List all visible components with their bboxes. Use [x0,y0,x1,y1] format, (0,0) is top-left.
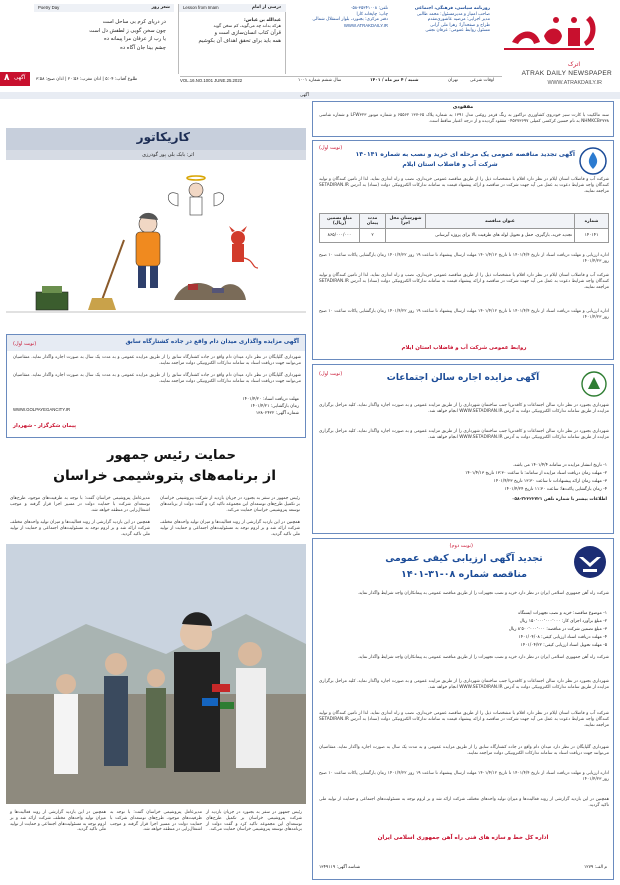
cartoon-panel [6,128,306,328]
cartoon-illustration [6,160,306,328]
section-tag: آگهی [0,92,620,99]
lesson-line: قرآن کتاب انسان‌سازی است و [214,30,281,37]
contact-box [290,6,388,28]
news-col-right-2: همچنین در این بازدید گزارشی از روند فعالیت‌ها و میزان تولید واحدهای مختلف شرکت ارائه شد و بر لزوم توجه به مسئولیت‌های اجتماعی و حمایت از تولید ملی تاکید گردید. [160,520,300,537]
table-cell: ۲ [360,229,386,243]
masthead [0,0,620,90]
auction-hall-body: شهرداری بجنورد در نظر دارد سالن اجتماعات و کافه‌تریا جنب ساختمان شهرداری را از طریق مزایده عمومی و به صورت اجاره واگذار نماید. کلیه مراحل برگزاری مزایده از طریق سامانه تدارکات الکترونیکی دولت به آدرس WWW.SETADIRAN.IR انجام خواهد شد. [319,403,609,414]
auction-mine-body: شهرداری گلپایگان در نظر دارد میدان دام واقع در جاده کشتارگاه سابق را از طریق مزایده عمومی و به مدت یک سال به صورت اجاره واگذار نماید. متقاضیان می‌توانند جهت دریافت اسناد به سامانه تدارکات الکترونیکی دولت مراجعه نمایند. [13,355,301,366]
tender1-subtitle: شرکت آب و فاضلاب استان ایلام [402,161,498,168]
tender1-badge: (نوبت اول) [319,145,343,151]
poetry-label: شعر روز [151,5,170,10]
tender1-body-extra2: اداره ارزیابی و مهلت دریافت اسناد از تاریخ ۱۴۰۱/۴/۴ تا تاریخ ۱۴۰۱/۴/۱۲ مهلت ارسال پیشنهاد تا ساعت ۱۹ روز ۱۴۰۱/۴/۲۲ زمان بازگشایی پاکات ساعت ۱۰ صبح روز ۱۴۰۱/۴/۲۳ [319,309,609,320]
news-bottom-text: همچنین در این بازدید گزارشی از روند فعالیت‌ها و میزان تولید واحدهای مختلف شرکت ارائه شد و بر لزوم توجه به مسئولیت‌های اجتماعی و حمایت از تولید ملی تاکید گردید. [10,810,106,833]
auction-hall-box [312,364,614,534]
news-headline: از برنامه‌های پتروشیمی خراسان [53,468,276,484]
poetry-line: چون سخن گویی ز لطفش دل است [89,27,166,34]
staff-line: مدیر اجرایی: مرضیه عاشوری‌مقدم [427,17,490,23]
poetry-line: یا رب از عرفان مرا پیمانه ده [103,36,166,42]
tender1-body-extra: شرکت آب و فاضلاب استان ایلام در نظر دارد اقلام با مشخصات ذیل را از طریق مناقصه عمومی خریداری، نصب و راه اندازی نماید. لذا از تامین کنندگان و تولید کنندگان واجد شرایط دعوت به عمل می آید جهت شرکت در مناقصه و ارائه پیشنهاد قیمت به سامانه تدارکات الکترونیکی دولت (ستاد) به آدرس SETADIRAN.IR مراجعه نمایند. [319,273,609,290]
auction-mine-box [6,334,306,438]
seek-label: عبدالله بن عباس: [243,18,281,23]
seek-text: هرکه بداند چه می‌گوید، کم سخن گوید [213,23,281,29]
tender1-table [319,213,609,243]
staff-box [390,6,490,34]
tender2-item: ۲- مبلغ برآورد اجرای کار: ۱۵۰٬۰۰۰٬۰۰۰٬۰۰۰ ریال [519,619,607,624]
staff-line: روزنامه سیاسی، فرهنگی، اجتماعی [414,6,490,11]
logo-text: اترک [567,61,580,68]
tender2-ref: شناسه آگهی: ۱۳۴۹۱۱۹ [319,865,361,870]
contact-line: دفتر مرکزی: بجنورد، بلوار استقلال شمالی [312,17,388,23]
issue-info: سال ششم شماره ۱۰۰۱ [298,78,342,83]
vol-info: VOL.16.NO.1001 JUNE.25.2022 [180,78,243,83]
staff-line: صاحب امتیاز و مدیرمسئول: محمد طالبی [416,11,490,17]
auction-hall-body2: شهرداری بجنورد در نظر دارد سالن اجتماعات و کافه‌تریا جنب ساختمان شهرداری را از طریق مزایده عمومی و به صورت اجاره واگذار نماید. کلیه مراحل برگزاری مزایده از طریق سامانه تدارکات الکترونیکی دولت به آدرس WWW.SETADIRAN.IR انجام خواهد شد. [319,429,609,440]
municipality-logo-icon [581,371,607,397]
table-header: شماره [575,214,609,229]
poetry-line: در دریای کرم بی ساحل است [102,19,166,25]
prayer-label: اوقات شرعی [470,78,495,83]
news-col-left: مدیرعامل پتروشیمی خراسان گفت: با توجه به ظرفیت‌های موجود، طرح‌های توسعه‌ای شرکت با حمایت دولت در مسیر اجرا قرار گرفته و موجب اشتغال‌زایی در منطقه خواهد شد. [10,496,150,513]
railway-logo-icon [573,545,607,579]
tender2-number: مناقصه شماره ۰۸-۳۱-۱۴۰۱ [401,569,527,580]
tender2-body-3: شرکت آب و فاضلاب استان ایلام در نظر دارد اقلام با مشخصات ذیل را از طریق مناقصه عمومی خریداری، نصب و راه اندازی نماید. لذا از تامین کنندگان و تولید کنندگان واجد شرایط دعوت به عمل می آید جهت شرکت در مناقصه و ارائه پیشنهاد قیمت به سامانه تدارکات الکترونیکی دولت (ستاد) به آدرس SETADIRAN.IR مراجعه نمایند. [319,711,609,728]
cartoon-author: اثر: بابک بلی پور گودرزی [142,152,194,158]
atrak-logo-icon [494,6,606,68]
site-url[interactable]: WWW.ATRAKDAILY.IR [547,80,602,86]
tender1-body: اداره ارزیابی و مهلت دریافت اسناد از تاریخ ۱۴۰۱/۴/۴ تا تاریخ ۱۴۰۱/۴/۱۲ مهلت ارسال پیشنهاد تا ساعت ۱۹ روز ۱۴۰۱/۴/۲۲ زمان بازگشایی پاکات ساعت ۱۰ صبح روز ۱۴۰۱/۴/۲۳ [319,253,609,264]
table-cell: ۱۴۰۱۴۱ [575,229,609,243]
auction-mine-date: شماره آگهی: ۱۳۸۰۲۴۲۲ [255,411,299,416]
mafghoodi-title: مفقودی [452,104,474,110]
table-cell: ۸۶۵/۰۰۰/۰۰۰ [320,229,360,243]
news-photo [6,544,306,804]
auction-hall-item: ۳- مهلت زمان ارائه پیشنهادات تا ساعت ۱۳:۳۰ تاریخ ۱۴۰۱/۴/۲۳ [493,479,607,484]
auction-hall-badge: (نوبت اول) [319,371,343,377]
tender1-box [312,140,614,360]
lesson-line: همه باید برای تحقق اهداف آن بکوشیم [198,38,281,45]
date-info: شنبه / ۴ تیر ماه / ۱۴۰۱ [370,78,419,83]
news-bottom-text-3: رئیس جمهور در سفر به بجنورد در جریان بازدید از شرکت پتروشیمی خراسان بر تکمیل طرح‌های توسعه‌ای این مجموعه تاکید کرد و گفت دولت از برنامه‌های توسعه پتروشیمی خراسان حمایت می‌کند. [206,810,302,833]
tender2-body-5: اداره ارزیابی و مهلت دریافت اسناد از تاریخ ۱۴۰۱/۴/۴ تا تاریخ ۱۴۰۱/۴/۱۲ مهلت ارسال پیشنهاد تا ساعت ۱۹ روز ۱۴۰۱/۴/۲۲ زمان بازگشایی پاکات ساعت ۱۰ صبح روز ۱۴۰۱/۴/۲۳ [319,771,609,782]
news-article [6,444,306,880]
news-kicker: حمایت رئیس جمهور [106,448,236,463]
auction-hall-item: ۲- مهلت زمان دریافت اسناد مزایده از سامانه: تا ساعت ۱۳:۳۰ تاریخ ۱۴۰۱/۴/۱۳ [465,471,607,476]
poetry-en: Poetry Day [38,5,60,10]
auction-hall-item: ۴- زمان بازگشایی پاکت‌ها: ساعت ۱۱:۳۰ تاریخ ۱۴۰۱/۴/۲۴ [504,487,607,492]
tender2-body-6: همچنین در این بازدید گزارشی از روند فعالیت‌ها و میزان تولید واحدهای مختلف شرکت ارائه شد و بر لزوم توجه به مسئولیت‌های اجتماعی و حمایت از تولید ملی تاکید گردید. [319,797,609,808]
auction-mine-footer: پیمان شکرگزار - شهردار [13,423,77,429]
auction-hall-item: ۱- تاریخ انتشار مزایده در سامانه ۱۴۰۱/۴/۴ می باشد. [512,463,607,468]
table-header: شهرستان محل اجرا [386,214,426,229]
staff-line: مسئول روابط عمومی: عرفان نجفی [425,28,490,34]
folio-dates: طلوع آفتاب: ۵:۰۴ | اذان مغرب: ۲۰:۵۶ | اذان صبح: ۳:۵۸ [36,77,138,82]
tender1-footer: روابط عمومی شرکت آب و فاضلاب استان ایلام [401,345,527,351]
tender2-footer: اداره کل خط و سازه های فنی راه آهن جمهوری اسلامی ایران [377,835,549,841]
tender2-body-4: شهرداری گلپایگان در نظر دارد میدان دام واقع در جاده کشتارگاه سابق را از طریق مزایده عمومی و به مدت یک سال به صورت اجاره واگذار نماید. متقاضیان می‌توانند جهت دریافت اسناد به سامانه تدارکات الکترونیکی دولت مراجعه نمایند. [319,745,609,756]
table-cell: تجدید خرید، بارگیری، حمل و تحویل لوله های ظرفیت بالا برای پروژه آبرسانی [386,229,575,243]
tender2-item: ۴- مهلت دریافت اسناد ارزیابی کیفی: ۱۴۰۱/۰۴/۰۸ [518,635,607,640]
tender2-item: ۳- مبلغ تضمین شرکت در مناقصه: ۸٬۵۰۰٬۰۰۰٬۰۰۰ ریال [508,627,607,632]
water-logo-icon [579,147,607,175]
tender2-body: شرکت راه آهن جمهوری اسلامی ایران در نظر دارد خرید و نصب تجهیزات را از طریق مناقصه عمومی به پیمانکاران واجد شرایط واگذار نماید. [357,655,609,660]
table-header: مبلغ تضمین (ریال) [320,214,360,229]
page-number: ۸ [4,73,10,83]
tender2-ref2: م الف: ۱۲۷۹ [583,865,607,870]
tender2-title: تجدید آگهی ارزیابی کیفی عمومی [385,553,543,564]
staff-line: طراح و صفحه‌آرا: زهرا ملی آرانی [430,22,490,28]
mafghoodi-text: سند مالکیت با کارت سبز خودروی کشاورزی تراکتور به رنگ قرمز روغنی مدل ۱۳۹۱ به شماره پلاک ۶۵-۱۳۷ ۶۵۵۶۲ و شماره موتور LFW۳۲۳ و شماره شاسی NHMKCB۲۷۳۸ به نام حسین کرکمنی کمیلی ۰۴۵۲۷۳۶۹۷ مفقود گردیده و از درجه اعتبار ساقط است. [319,113,610,124]
auction-mine-date: زمان بازگشایی: ۱۴۰۱/۴/۲۱ [250,404,299,409]
lesson-box [178,4,286,74]
tender2-item: ۵- مهلت تحویل اسناد ارزیابی کیفی: ۱۴۰۱/۰۴/۲۲ [520,643,607,648]
mafghoodi-box [312,101,614,137]
page-tab [0,72,30,86]
lesson-en: Lesson from Imam [183,5,219,10]
auction-mine-date: مهلت دریافت اسناد: ۱۴۰۱/۴/۲۰ [242,397,299,402]
table-header: عنوان مناقصه [426,214,575,229]
auction-hall-footer: اطلاعات بیشتر با شماره تلفن ۳۲۲۲۲۷۲۱-۰۵۸ [511,497,607,502]
tender2-body-2: شهرداری بجنورد در نظر دارد سالن اجتماعات و کافه‌تریا جنب ساختمان شهرداری را از طریق مزایده عمومی و به صورت اجاره واگذار نماید. کلیه مراحل برگزاری مزایده از طریق سامانه تدارکات الکترونیکی دولت به آدرس WWW.SETADIRAN.IR انجام خواهد شد. [319,679,609,690]
auction-hall-title: آگهی مزایده اجاره سالن اجتماعات [386,373,540,383]
tender2-item: ۱- موضوع مناقصه: خرید و نصب تجهیزات ایستگاه [518,611,607,616]
contact-line: تلفن: ۳۵۳۴۱۰۰۸-۰۵۸ [350,6,388,11]
auction-mine-title: آگهی مزایده واگذاری میدان دام واقع در جاده کشتارگاه سابق [125,339,299,345]
contact-line[interactable]: WWW.ATRAKDAILY.IR [343,22,388,28]
lesson-label: درسی از امام [251,5,281,10]
news-col-right: رئیس جمهور در سفر به بجنورد در جریان بازدید از شرکت پتروشیمی خراسان بر تکمیل طرح‌های توسعه‌ای این مجموعه تاکید کرد و گفت دولت از برنامه‌های توسعه پتروشیمی خراسان حمایت می‌کند. [160,496,300,513]
page-section: آگهی [14,75,26,81]
newspaper-logo [494,6,606,68]
latin-name: ATRAK DAILY NEWSPAPER [521,70,612,77]
poetry-box [34,4,174,74]
poetry-line: چشم بینا جان آگاه ده [120,44,166,51]
cartoon-title: کاریکاتور [136,130,190,144]
table-header: مدت پیمان [360,214,386,229]
tender2-intro: شرکت راه آهن جمهوری اسلامی ایران در نظر دارد خرید و نصب تجهیزات را از طریق مناقصه عمومی به پیمانکاران واجد شرایط واگذار نماید. [357,591,609,596]
place-info: تهران [448,78,458,83]
contact-line: چاپ: چاپخانه کارا [356,11,388,17]
tender1-intro: شرکت آب و فاضلاب استان ایلام در نظر دارد اقلام با مشخصات ذیل را از طریق مناقصه عمومی خریداری، نصب و راه اندازی نماید. لذا از تامین کنندگان و تولید کنندگان واجد شرایط دعوت به عمل می آید جهت شرکت در مناقصه و ارائه پیشنهاد قیمت به سامانه تدارکات الکترونیکی دولت (ستاد) به آدرس SETADIRAN.IR مراجعه نمایند. [319,177,609,194]
auction-mine-url[interactable]: WWW.GOLPAYEGANCITY.IR [13,407,71,412]
date-bar [180,76,502,86]
auction-mine-body2: شهرداری گلپایگان در نظر دارد میدان دام واقع در جاده کشتارگاه سابق را از طریق مزایده عمومی و به مدت یک سال به صورت اجاره واگذار نماید. متقاضیان می‌توانند جهت دریافت اسناد به سامانه تدارکات الکترونیکی دولت مراجعه نمایند. [13,373,301,384]
auction-mine-badge: (نوبت اول) [13,341,37,347]
news-bottom-text-2: مدیرعامل پتروشیمی خراسان گفت: با توجه به ظرفیت‌های موجود، طرح‌های توسعه‌ای شرکت با حمایت دولت در مسیر اجرا قرار گرفته و موجب اشتغال‌زایی در منطقه خواهد شد. [110,810,202,833]
tender2-badge: (نوبت دوم) [449,543,473,549]
news-col-left-2: همچنین در این بازدید گزارشی از روند فعالیت‌ها و میزان تولید واحدهای مختلف شرکت ارائه شد و بر لزوم توجه به مسئولیت‌های اجتماعی و حمایت از تولید ملی تاکید گردید. [10,520,150,537]
tender2-box [312,538,614,880]
tender1-title: آگهی تجدید مناقصه عمومی یک مرحله ای خرید و نصب به شماره ۱۴۰۱۴۱ [355,151,575,158]
